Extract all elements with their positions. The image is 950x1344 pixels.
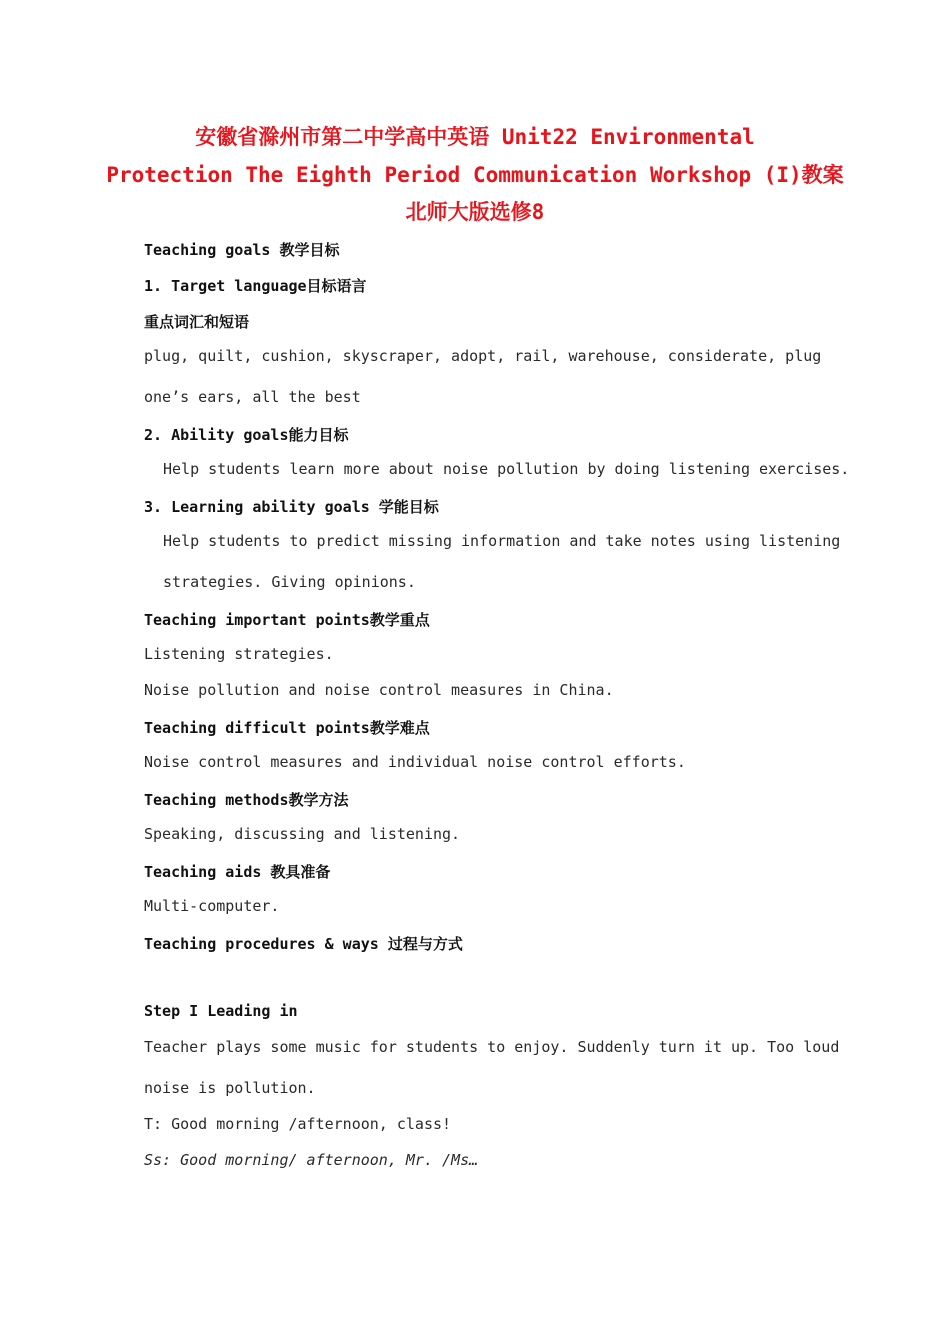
learning-goals-heading: 3. Learning ability goals 学能目标 — [144, 498, 439, 516]
important-points-heading: Teaching important points教学重点 — [144, 611, 430, 629]
ability-goals-heading: 2. Ability goals能力目标 — [144, 426, 349, 444]
teaching-aids-line-1: Multi-computer. — [144, 897, 280, 915]
step-1-text-line-2: noise is pollution. — [144, 1079, 316, 1097]
step-1-text-line-1: Teacher plays some music for students to enjoy. Suddenly turn it up. Too loud — [144, 1038, 840, 1056]
document-title-line-1: 安徽省滁州市第二中学高中英语 Unit22 Environmental — [195, 125, 755, 149]
ability-goals-text: Help students learn more about noise pollution by doing listening exercises. — [163, 460, 850, 478]
dialog-teacher-line: T: Good morning /afternoon, class! — [144, 1115, 452, 1133]
document-title-line-3: 北师大版选修8 — [405, 200, 545, 224]
important-points-line-2: Noise pollution and noise control measures in China. — [144, 681, 614, 699]
important-points-line-1: Listening strategies. — [144, 645, 334, 663]
teaching-methods-line-1: Speaking, discussing and listening. — [144, 825, 461, 843]
difficult-points-heading: Teaching difficult points教学难点 — [144, 719, 430, 737]
teaching-methods-heading: Teaching methods教学方法 — [144, 791, 349, 809]
dialog-students-line: Ss: Good morning/ afternoon, Mr. /Ms… — [144, 1151, 479, 1169]
vocabulary-heading: 重点词汇和短语 — [144, 313, 250, 331]
difficult-points-line-1: Noise control measures and individual noise control efforts. — [144, 753, 686, 771]
vocabulary-list-line-2: one’s ears, all the best — [144, 388, 361, 406]
teaching-procedures-heading: Teaching procedures & ways 过程与方式 — [144, 935, 463, 953]
vocabulary-list-line-1: plug, quilt, cushion, skyscraper, adopt, rail, warehouse, considerate, plug — [144, 347, 822, 365]
teaching-goals-heading: Teaching goals 教学目标 — [144, 241, 340, 259]
teaching-aids-heading: Teaching aids 教具准备 — [144, 863, 331, 881]
learning-goals-text-line-2: strategies. Giving opinions. — [163, 573, 416, 591]
learning-goals-text-line-1: Help students to predict missing information and take notes using listening — [163, 532, 841, 550]
step-1-heading: Step I Leading in — [144, 1002, 298, 1020]
document-title-line-2: Protection The Eighth Period Communication Workshop (I)教案 — [106, 163, 844, 187]
target-language-heading: 1. Target language目标语言 — [144, 277, 367, 295]
